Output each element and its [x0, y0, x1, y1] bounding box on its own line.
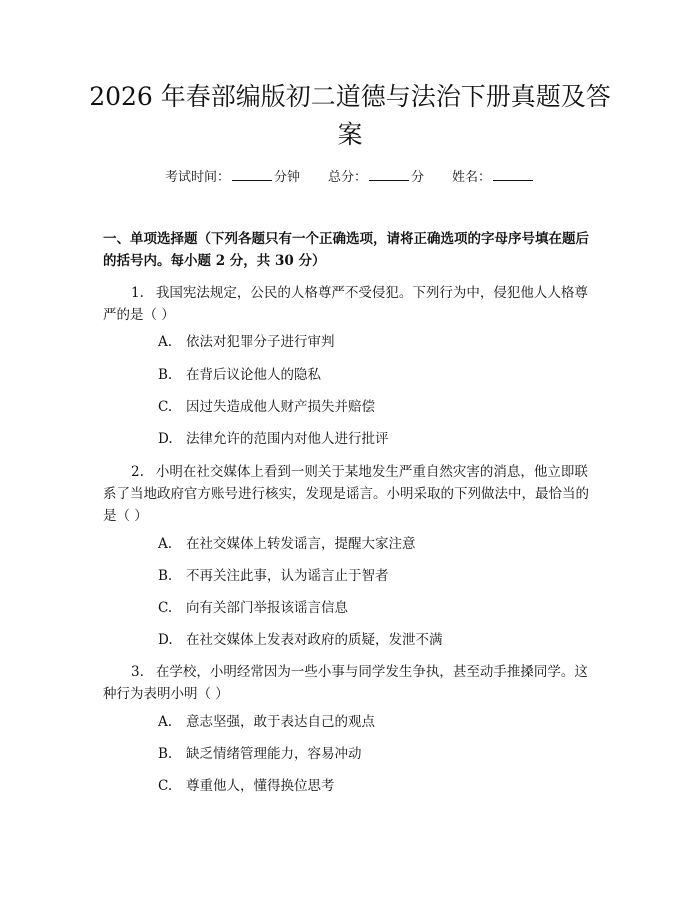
option-1d	[158, 428, 598, 450]
exam-time-field	[165, 168, 300, 188]
option-text: 尊重他人，懂得换位思考	[186, 778, 335, 794]
question-number: 3.	[131, 664, 144, 680]
option-letter: A.	[158, 334, 173, 350]
option-3a	[158, 711, 598, 733]
option-text: 依法对犯罪分子进行审判	[186, 334, 335, 350]
option-letter: B.	[158, 746, 173, 762]
option-text: 在社交媒体上发表对政府的质疑，发泄不满	[186, 632, 443, 648]
option-2a	[158, 533, 598, 555]
question-3	[103, 661, 600, 705]
option-1a	[158, 331, 598, 353]
option-text: 在社交媒体上转发谣言，提醒大家注意	[186, 536, 416, 552]
question-number: 1.	[131, 285, 144, 301]
option-1b	[158, 364, 598, 386]
option-2d	[158, 629, 598, 651]
exam-info-line	[0, 168, 700, 188]
option-2c	[158, 597, 598, 619]
exam-time-unit: 分钟	[273, 170, 300, 185]
total-score-unit: 分	[411, 170, 425, 185]
section-heading: 一、单项选择题（下列各题只有一个正确选项，请将正确选项的字母序号填在题后的括号内。每小题 2 分，共 30 分）	[103, 231, 589, 269]
question-text: 小明在社交媒体上看到一则关于某地发生严重自然灾害的消息，他立即联系了当地政府官方账号进行核实，发现是谣言。小明采取的下列做法中，最恰当的是（ ）	[103, 464, 589, 524]
option-letter: C.	[158, 399, 173, 415]
option-3b	[158, 743, 598, 765]
option-letter: B.	[158, 568, 173, 584]
name-field	[452, 168, 535, 188]
option-text: 意志坚强，敢于表达自己的观点	[186, 714, 375, 730]
option-text: 不再关注此事，认为谣言止于智者	[186, 568, 389, 584]
option-text: 因过失造成他人财产损失并赔偿	[186, 399, 375, 415]
option-letter: B.	[158, 367, 173, 383]
option-text: 在背后议论他人的隐私	[186, 367, 321, 383]
option-2b	[158, 565, 598, 587]
question-2	[103, 461, 600, 527]
total-score-field	[328, 168, 424, 188]
question-1	[103, 282, 600, 326]
name-blank	[493, 168, 533, 181]
option-letter: C.	[158, 600, 173, 616]
total-score-blank	[369, 168, 409, 181]
option-letter: D.	[158, 632, 173, 648]
option-letter: A.	[158, 714, 173, 730]
option-text: 缺乏情绪管理能力，容易冲动	[186, 746, 362, 762]
option-letter: D.	[158, 431, 173, 447]
option-text: 法律允许的范围内对他人进行批评	[186, 431, 389, 447]
question-text: 我国宪法规定，公民的人格尊严不受侵犯。下列行为中，侵犯他人人格尊严的是（ ）	[103, 285, 588, 323]
option-text: 向有关部门举报该谣言信息	[186, 600, 348, 616]
option-3c	[158, 775, 598, 797]
page-title: 2026 年春部编版初二道德与法治下册真题及答案	[89, 82, 611, 149]
total-score-label: 总分：	[327, 170, 367, 185]
name-label: 姓名：	[452, 170, 492, 185]
exam-time-label: 考试时间：	[164, 170, 230, 185]
question-text: 在学校，小明经常因为一些小事与同学发生争执，甚至动手推搡同学。这种行为表明小明（ ）	[103, 664, 588, 702]
option-letter: A.	[158, 536, 173, 552]
exam-time-blank	[232, 168, 272, 181]
option-1c	[158, 396, 598, 418]
question-number: 2.	[131, 464, 144, 480]
option-letter: C.	[158, 778, 173, 794]
